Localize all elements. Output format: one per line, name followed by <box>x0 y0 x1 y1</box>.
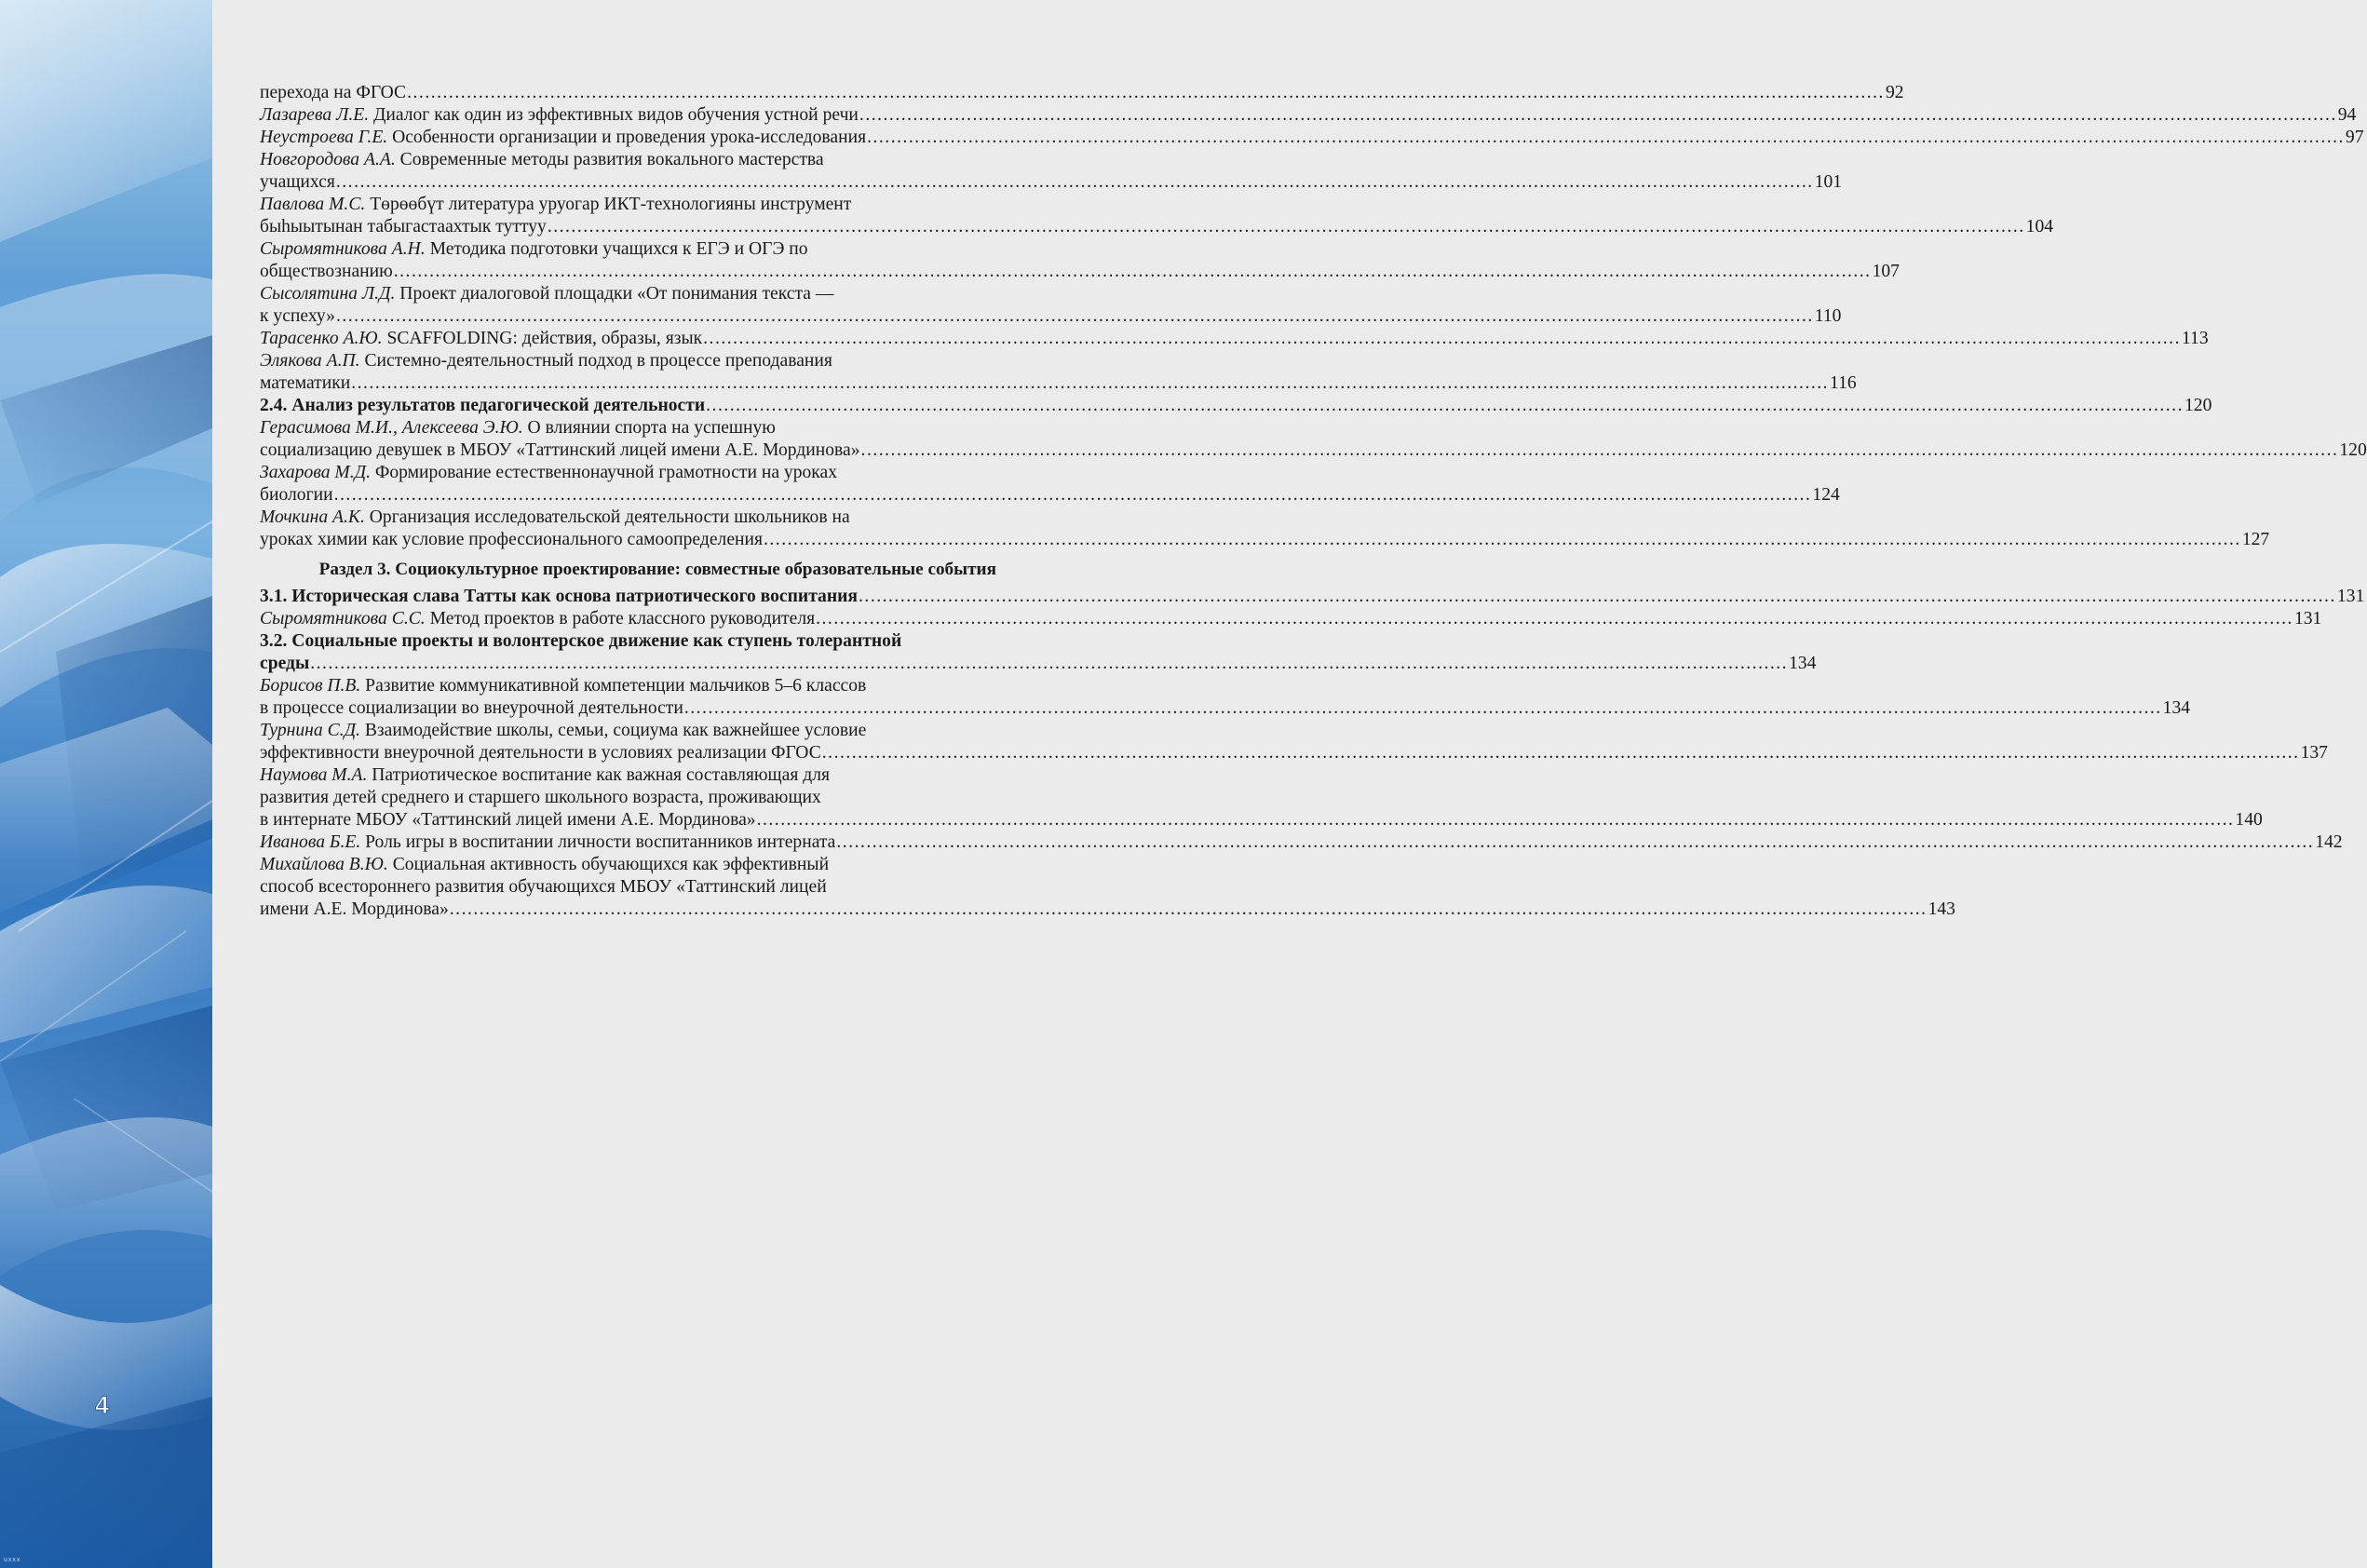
dot-leader <box>703 328 2181 350</box>
toc-line <box>260 720 996 742</box>
toc-author: Турнина С.Д. <box>260 721 360 740</box>
toc-author: Тарасенко А.Ю. <box>260 329 383 348</box>
toc-line <box>260 372 1857 395</box>
toc-page-number: 92 <box>1885 83 1904 102</box>
toc-line-text <box>260 127 866 149</box>
toc-author: Захарова М.Д. <box>260 463 371 482</box>
toc-line <box>260 104 2357 127</box>
toc-page-number: 113 <box>2181 329 2209 348</box>
toc-page-number: 134 <box>1789 654 1817 673</box>
toc-page-number: 104 <box>2025 217 2054 237</box>
toc-page-number: 97 <box>2345 128 2364 147</box>
dot-leader <box>859 104 2337 127</box>
dot-leader <box>351 372 1829 395</box>
toc-line <box>260 149 996 171</box>
toc-author: Наумова М.А. <box>260 765 368 785</box>
toc-line-text <box>260 284 833 304</box>
toc-author: Михайлова В.Ю. <box>260 855 388 874</box>
toc-line <box>260 283 996 305</box>
dot-leader <box>816 608 2293 630</box>
toc-line <box>260 82 1904 104</box>
toc-line-text <box>260 507 850 527</box>
toc-title: к успеху» <box>260 306 335 326</box>
toc-title: биологии <box>260 485 333 505</box>
dot-leader <box>757 809 2235 831</box>
toc-line <box>260 439 2367 462</box>
toc-line-text <box>260 150 824 169</box>
toc-page-number: 101 <box>1814 172 1843 192</box>
toc-line-text <box>260 463 837 482</box>
toc-page-number: 137 <box>2300 743 2328 763</box>
toc-title: Формирование естественнонаучной грамотности на уроках <box>370 463 838 482</box>
dot-leader <box>867 127 2345 149</box>
toc-line <box>260 507 996 529</box>
dot-leader <box>764 529 2241 551</box>
toc-line-text <box>260 239 808 259</box>
toc-line-text <box>260 788 821 807</box>
toc-line-text <box>260 216 547 238</box>
toc-page-number: 124 <box>1812 485 1840 505</box>
toc-line <box>260 742 2328 764</box>
section-3-heading: Раздел 3. Социокультурное проектирование: совместные образовательные события <box>318 560 996 579</box>
dot-leader <box>684 697 2162 720</box>
toc-title: Диалог как один из эффективных видов обучения устной речи <box>369 105 859 125</box>
dot-leader <box>706 395 2184 417</box>
toc-page-number: 107 <box>1872 262 1900 281</box>
toc-line-text <box>260 877 827 897</box>
toc-line <box>260 305 1842 328</box>
toc-title: Патриотическое воспитание как важная составляющая для <box>367 765 831 785</box>
toc-title: перехода на ФГОС <box>260 83 407 102</box>
dot-leader <box>836 831 2314 854</box>
dot-leader <box>548 216 2025 238</box>
dot-leader <box>310 653 1788 675</box>
toc-page-number: 116 <box>1830 373 1857 393</box>
toc-line <box>260 831 2343 854</box>
toc-title: Системно-деятельностный подход в процессе преподавания <box>359 351 832 371</box>
toc-section-title: 3.1. Историческая слава Татты как основа патриотического воспитания <box>260 587 859 606</box>
toc-title: SCAFFOLDING: действия, образы, язык <box>382 329 703 348</box>
corner-mark: uxxx <box>4 1557 21 1563</box>
toc-author: Новгородова А.А. <box>260 150 396 169</box>
toc-line-text <box>260 484 333 507</box>
toc-author: Сыромятникова С.С. <box>260 609 426 629</box>
page-number: 4 <box>95 1391 110 1419</box>
toc-line <box>260 484 1840 507</box>
toc-line-text <box>260 195 851 214</box>
dot-leader <box>336 305 1814 328</box>
toc-page-number: 120 <box>2184 396 2212 415</box>
toc-line <box>260 216 2054 238</box>
dot-leader <box>861 439 2339 462</box>
toc-title: Особенности организации и проведения урока-исследования <box>387 128 867 147</box>
toc-line <box>260 653 1817 675</box>
toc-line-text <box>260 742 821 764</box>
dot-leader <box>859 586 2336 608</box>
toc-line-text <box>260 104 859 127</box>
toc-line <box>260 417 996 439</box>
table-of-contents <box>260 82 2367 921</box>
toc-title: эффективности внеурочной деятельности в условиях реализации ФГОС <box>260 743 821 763</box>
toc-line-text <box>260 676 866 696</box>
toc-line <box>260 608 2322 630</box>
toc-title: Роль игры в воспитании личности воспитанников интерната <box>360 832 836 852</box>
toc-page-number: 94 <box>2337 105 2357 125</box>
toc-line-text <box>260 82 406 104</box>
toc-line <box>260 899 1955 921</box>
toc-line <box>260 238 996 261</box>
toc-line <box>260 171 1843 194</box>
toc-line-text <box>260 261 393 283</box>
toc-line <box>260 630 996 653</box>
toc-title: Төрөөбүт литература уруогар ИКТ-технологияны инструмент <box>365 195 852 214</box>
toc-entries <box>260 82 2367 551</box>
toc-page-number: 127 <box>2241 530 2270 549</box>
toc-title: Развитие коммуникативной компетенции мальчиков 5–6 классов <box>360 676 867 696</box>
toc-title: быһыытынан табыгастаахтык туттуу <box>260 217 547 237</box>
dot-leader <box>336 171 1814 194</box>
toc-line-text <box>260 171 335 194</box>
toc-section-title: среды <box>260 654 310 673</box>
toc-line <box>260 194 996 216</box>
toc-line <box>260 787 996 809</box>
toc-line-text <box>260 653 309 675</box>
toc-line-text <box>260 765 830 785</box>
toc-author: Герасимова М.И., Алексеева Э.Ю. <box>260 418 523 438</box>
toc-page-number: 142 <box>2315 832 2343 852</box>
dot-leader <box>394 261 1872 283</box>
toc-author: Борисов П.В. <box>260 676 361 696</box>
toc-title: Социальная активность обучающихся как эффективный <box>387 855 830 874</box>
toc-page-number: 134 <box>2162 698 2191 718</box>
toc-entries-section-3 <box>260 586 2365 921</box>
toc-line <box>260 261 1900 283</box>
toc-title: Метод проектов в работе классного руководителя <box>425 609 816 629</box>
toc-line-text <box>260 721 866 740</box>
toc-line-text <box>260 697 683 720</box>
toc-line-text <box>260 608 815 630</box>
toc-line <box>260 328 2209 350</box>
toc-page-number: 143 <box>1927 899 1955 919</box>
toc-line <box>260 395 2212 417</box>
toc-line <box>260 462 996 484</box>
toc-page-number: 120 <box>2339 440 2367 460</box>
toc-author: Павлова М.С. <box>260 195 366 214</box>
toc-line <box>260 854 996 876</box>
toc-line-text <box>260 372 350 395</box>
toc-title: имени А.Е. Мординова» <box>260 899 449 919</box>
toc-line-text <box>260 418 776 438</box>
toc-title: математики <box>260 373 351 393</box>
toc-line-text <box>260 855 829 874</box>
toc-line-text <box>260 439 860 462</box>
toc-title: Методика подготовки учащихся к ЕГЭ и ОГЭ по <box>425 239 808 259</box>
toc-title: уроках химии как условие профессионального самоопределения <box>260 530 763 549</box>
toc-title: Организация исследовательской деятельности школьников на <box>364 507 850 527</box>
dot-leader <box>822 742 2300 764</box>
toc-title: способ всестороннего развития обучающихся МБОУ «Таттинский лицей <box>260 877 827 897</box>
toc-line <box>260 697 2191 720</box>
toc-line <box>260 586 2365 608</box>
toc-title: О влиянии спорта на успешную <box>522 418 776 438</box>
decorative-sidebar <box>0 0 212 1568</box>
toc-author: Сысолятина Л.Д. <box>260 284 396 304</box>
toc-line <box>260 529 2270 551</box>
toc-line <box>260 809 2263 831</box>
toc-author: Мочкина А.К. <box>260 507 365 527</box>
toc-title: в процессе социализации во внеурочной деятельности <box>260 698 683 718</box>
toc-author: Элякова А.П. <box>260 351 360 371</box>
toc-line <box>260 876 996 899</box>
toc-section-title: 2.4. Анализ результатов педагогической деятельности <box>260 396 706 415</box>
toc-line-text <box>260 809 756 831</box>
toc-line-text <box>260 305 335 328</box>
toc-title: социализацию девушек в МБОУ «Таттинский лицей имени А.Е. Мординова» <box>260 440 860 460</box>
toc-title: в интернате МБОУ «Таттинский лицей имени А.Е. Мординова» <box>260 810 756 830</box>
dot-leader <box>407 82 1885 104</box>
toc-page-number: 131 <box>2336 587 2365 606</box>
dot-leader <box>450 899 1927 921</box>
toc-author: Сыромятникова А.Н. <box>260 239 426 259</box>
toc-author: Неустроева Г.Е. <box>260 128 388 147</box>
toc-line <box>260 127 2364 149</box>
toc-title: Взаимодействие школы, семьи, социума как важнейшее условие <box>359 721 867 740</box>
toc-line-text <box>260 351 832 371</box>
toc-author: Иванова Б.Е. <box>260 832 361 852</box>
toc-line-text <box>260 529 763 551</box>
abstract-background-shapes <box>0 0 212 1568</box>
toc-page-number: 131 <box>2293 609 2322 629</box>
toc-line <box>260 350 996 372</box>
toc-title: Современные методы развития вокального мастерства <box>395 150 824 169</box>
toc-title: развития детей среднего и старшего школьного возраста, проживающих <box>260 788 821 807</box>
toc-title: учащихся <box>260 172 335 192</box>
toc-title: Проект диалоговой площадки «От понимания текста — <box>395 284 834 304</box>
toc-line-text <box>260 586 858 608</box>
toc-section-title: 3.2. Социальные проекты и волонтерское движение как ступень толерантной <box>260 631 902 651</box>
dot-leader <box>334 484 1812 507</box>
toc-page-number: 140 <box>2235 810 2263 830</box>
toc-line-text <box>260 631 901 651</box>
toc-title: обществознанию <box>260 262 393 281</box>
toc-line-text <box>260 395 705 417</box>
toc-line <box>260 764 996 787</box>
toc-line-text <box>260 328 702 350</box>
toc-line <box>260 675 996 697</box>
toc-page-number: 110 <box>1814 306 1842 326</box>
toc-author: Лазарева Л.Е. <box>260 105 370 125</box>
toc-line-text <box>260 899 449 921</box>
toc-line-text <box>260 831 835 854</box>
